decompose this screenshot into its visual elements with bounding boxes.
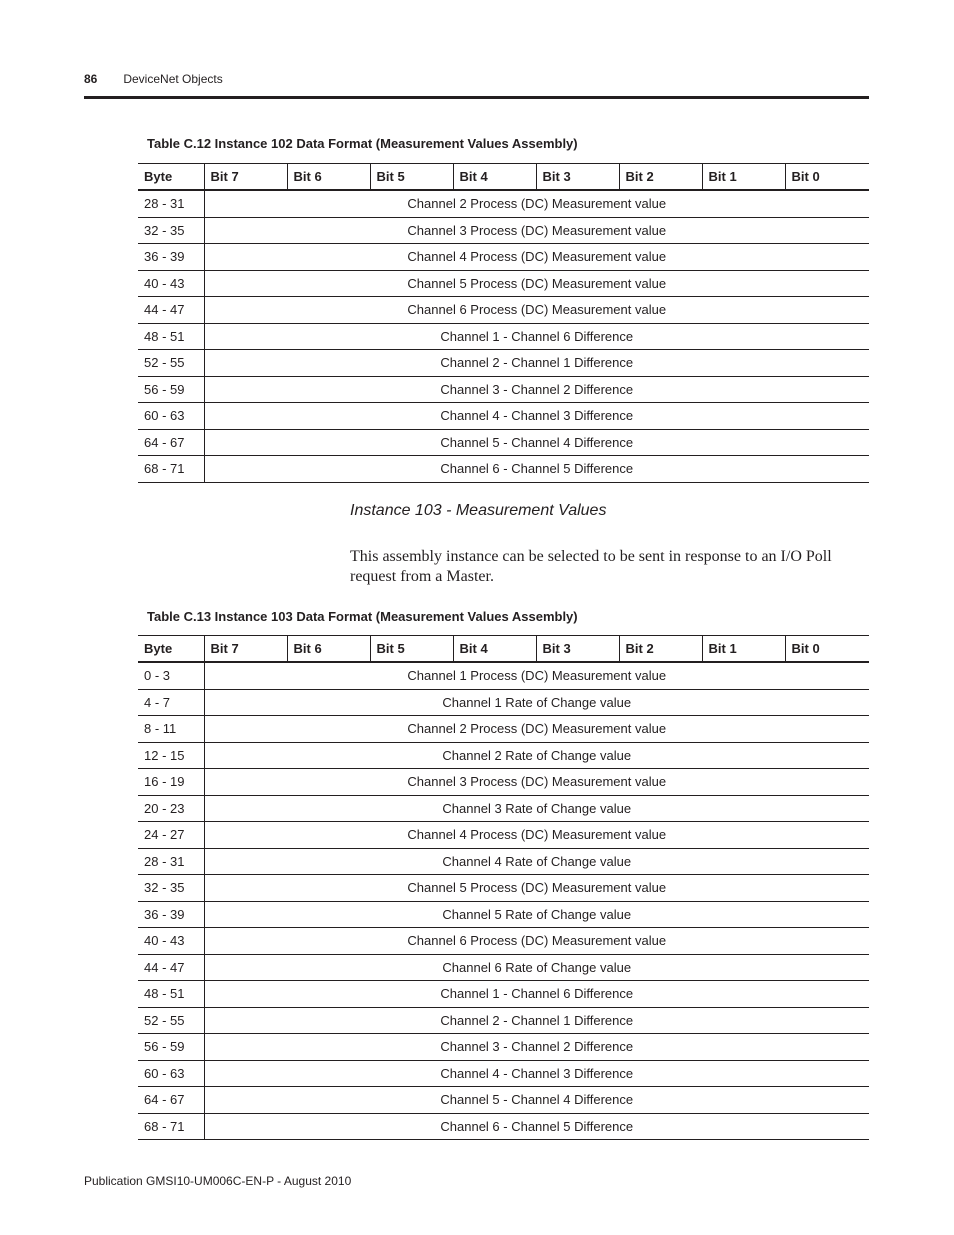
byte-range-cell: 32 - 35 <box>138 217 204 244</box>
byte-range-cell: 60 - 63 <box>138 1060 204 1087</box>
section-heading: Instance 103 - Measurement Values <box>350 502 607 519</box>
section-name: DeviceNet Objects <box>123 72 223 86</box>
value-cell: Channel 3 Process (DC) Measurement value <box>204 769 869 796</box>
table-row <box>138 456 869 483</box>
value-cell: Channel 6 Process (DC) Measurement value <box>204 928 869 955</box>
page-number: 86 <box>84 72 98 86</box>
table-header-row <box>138 164 869 191</box>
table-row <box>138 769 869 796</box>
table-row <box>138 954 869 981</box>
table-c12-caption: Table C.12 Instance 102 Data Format (Measurement Values Assembly) <box>147 136 578 151</box>
column-header: Bit 2 <box>619 636 702 663</box>
value-cell: Channel 2 Process (DC) Measurement value <box>204 716 869 743</box>
table-row <box>138 742 869 769</box>
byte-range-cell: 40 - 43 <box>138 270 204 297</box>
page-footer: Publication GMSI10-UM006C-EN-P - August 2010 <box>84 1174 352 1188</box>
byte-range-cell: 4 - 7 <box>138 689 204 716</box>
table-row <box>138 190 869 217</box>
column-header: Bit 4 <box>453 164 536 191</box>
column-header: Bit 5 <box>370 164 453 191</box>
page-header <box>84 72 223 86</box>
value-cell: Channel 2 Process (DC) Measurement value <box>204 190 869 217</box>
value-cell: Channel 5 - Channel 4 Difference <box>204 1087 869 1114</box>
byte-range-cell: 56 - 59 <box>138 376 204 403</box>
section-paragraph: This assembly instance can be selected to be sent in response to an I/O Poll request from a Master. <box>350 548 832 585</box>
table-row <box>138 403 869 430</box>
value-cell: Channel 4 Process (DC) Measurement value <box>204 822 869 849</box>
byte-range-cell: 36 - 39 <box>138 901 204 928</box>
value-cell: Channel 6 Process (DC) Measurement value <box>204 297 869 324</box>
table-row <box>138 822 869 849</box>
value-cell: Channel 3 - Channel 2 Difference <box>204 1034 869 1061</box>
value-cell: Channel 1 - Channel 6 Difference <box>204 323 869 350</box>
table-row <box>138 1007 869 1034</box>
table-row <box>138 795 869 822</box>
column-header: Bit 3 <box>536 636 619 663</box>
byte-range-cell: 28 - 31 <box>138 848 204 875</box>
table-row <box>138 244 869 271</box>
value-cell: Channel 4 Rate of Change value <box>204 848 869 875</box>
value-cell: Channel 5 Process (DC) Measurement value <box>204 875 869 902</box>
table-c12 <box>138 163 869 483</box>
column-header: Byte <box>138 636 204 663</box>
column-header: Byte <box>138 164 204 191</box>
table-row <box>138 323 869 350</box>
table-row <box>138 376 869 403</box>
value-cell: Channel 5 Rate of Change value <box>204 901 869 928</box>
value-cell: Channel 4 - Channel 3 Difference <box>204 403 869 430</box>
column-header: Bit 2 <box>619 164 702 191</box>
table-row <box>138 875 869 902</box>
column-header: Bit 0 <box>785 164 869 191</box>
column-header: Bit 0 <box>785 636 869 663</box>
byte-range-cell: 20 - 23 <box>138 795 204 822</box>
byte-range-cell: 8 - 11 <box>138 716 204 743</box>
table-row <box>138 350 869 377</box>
byte-range-cell: 44 - 47 <box>138 954 204 981</box>
byte-range-cell: 0 - 3 <box>138 662 204 689</box>
value-cell: Channel 3 - Channel 2 Difference <box>204 376 869 403</box>
table-row <box>138 928 869 955</box>
table-row <box>138 689 869 716</box>
byte-range-cell: 56 - 59 <box>138 1034 204 1061</box>
byte-range-cell: 48 - 51 <box>138 981 204 1008</box>
byte-range-cell: 16 - 19 <box>138 769 204 796</box>
value-cell: Channel 4 Process (DC) Measurement value <box>204 244 869 271</box>
byte-range-cell: 40 - 43 <box>138 928 204 955</box>
column-header: Bit 3 <box>536 164 619 191</box>
value-cell: Channel 6 - Channel 5 Difference <box>204 456 869 483</box>
column-header: Bit 7 <box>204 164 287 191</box>
value-cell: Channel 1 - Channel 6 Difference <box>204 981 869 1008</box>
column-header: Bit 6 <box>287 164 370 191</box>
value-cell: Channel 2 Rate of Change value <box>204 742 869 769</box>
table-row <box>138 901 869 928</box>
byte-range-cell: 68 - 71 <box>138 1113 204 1140</box>
table-row <box>138 716 869 743</box>
table-row <box>138 981 869 1008</box>
table-c13 <box>138 635 869 1140</box>
value-cell: Channel 6 - Channel 5 Difference <box>204 1113 869 1140</box>
value-cell: Channel 2 - Channel 1 Difference <box>204 350 869 377</box>
byte-range-cell: 64 - 67 <box>138 1087 204 1114</box>
table-row <box>138 217 869 244</box>
column-header: Bit 1 <box>702 636 785 663</box>
column-header: Bit 1 <box>702 164 785 191</box>
column-header: Bit 4 <box>453 636 536 663</box>
value-cell: Channel 2 - Channel 1 Difference <box>204 1007 869 1034</box>
byte-range-cell: 44 - 47 <box>138 297 204 324</box>
column-header: Bit 7 <box>204 636 287 663</box>
byte-range-cell: 48 - 51 <box>138 323 204 350</box>
column-header: Bit 5 <box>370 636 453 663</box>
table-row <box>138 848 869 875</box>
byte-range-cell: 28 - 31 <box>138 190 204 217</box>
value-cell: Channel 6 Rate of Change value <box>204 954 869 981</box>
byte-range-cell: 12 - 15 <box>138 742 204 769</box>
byte-range-cell: 52 - 55 <box>138 1007 204 1034</box>
table-header-row <box>138 636 869 663</box>
value-cell: Channel 3 Process (DC) Measurement value <box>204 217 869 244</box>
table-row <box>138 1060 869 1087</box>
value-cell: Channel 4 - Channel 3 Difference <box>204 1060 869 1087</box>
table-c13-caption: Table C.13 Instance 103 Data Format (Measurement Values Assembly) <box>147 609 578 624</box>
table-row <box>138 1087 869 1114</box>
value-cell: Channel 1 Rate of Change value <box>204 689 869 716</box>
byte-range-cell: 64 - 67 <box>138 429 204 456</box>
header-rule <box>84 96 869 99</box>
table-row <box>138 429 869 456</box>
byte-range-cell: 32 - 35 <box>138 875 204 902</box>
table-row <box>138 297 869 324</box>
value-cell: Channel 1 Process (DC) Measurement value <box>204 662 869 689</box>
byte-range-cell: 24 - 27 <box>138 822 204 849</box>
table-row <box>138 270 869 297</box>
value-cell: Channel 5 - Channel 4 Difference <box>204 429 869 456</box>
column-header: Bit 6 <box>287 636 370 663</box>
value-cell: Channel 5 Process (DC) Measurement value <box>204 270 869 297</box>
table-row <box>138 1113 869 1140</box>
byte-range-cell: 60 - 63 <box>138 403 204 430</box>
byte-range-cell: 68 - 71 <box>138 456 204 483</box>
byte-range-cell: 36 - 39 <box>138 244 204 271</box>
table-row <box>138 662 869 689</box>
table-row <box>138 1034 869 1061</box>
byte-range-cell: 52 - 55 <box>138 350 204 377</box>
value-cell: Channel 3 Rate of Change value <box>204 795 869 822</box>
